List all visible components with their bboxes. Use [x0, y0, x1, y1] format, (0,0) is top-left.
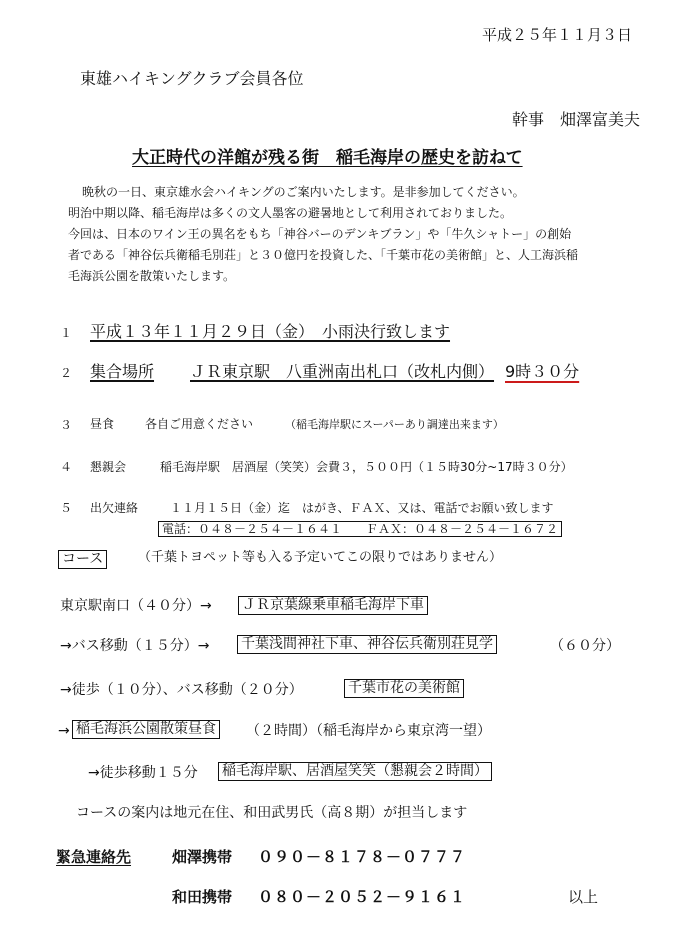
- course-note: （千葉トヨペット等も入る予定いてこの限りではありません）: [138, 550, 503, 565]
- course-step-5-pre: →徒歩移動１５分: [88, 765, 198, 781]
- course-step-4-post: （２時間）（稲毛海岸から東京湾一望）: [246, 723, 491, 739]
- item-3-number: ３: [60, 418, 73, 432]
- intro-line-4: 者である「神谷伝兵衛稲毛別荘」と３０億円を投資した、「千葉市花の美術館」と、人工海浜稲: [68, 248, 579, 262]
- addressee: 東雄ハイキングクラブ会員各位: [80, 69, 304, 88]
- emergency-contact-2-phone: ０８０－２０５２－９１６１: [258, 888, 467, 906]
- document-date: 平成２５年１１月３日: [482, 26, 633, 44]
- document-title: 大正時代の洋館が残る街 稲毛海岸の歴史を訪ねて: [132, 148, 523, 168]
- item-2-time: 9時３０分: [505, 362, 580, 381]
- course-step-2-pre: →バス移動（１５分）→: [60, 638, 210, 654]
- course-step-4-pre: →: [58, 723, 70, 739]
- course-step-4-box: 稲毛海浜公園散策昼食: [72, 720, 220, 739]
- intro-line-3: 今回は、日本のワイン王の異名をもち「神谷バーのデンキブラン」や「牛久シャトー」の創始: [68, 227, 572, 241]
- intro-line-5: 毛海浜公園を散策いたします。: [68, 269, 236, 283]
- item-2-label: 集合場所: [90, 362, 155, 381]
- closing-text: 以上: [568, 888, 599, 906]
- emergency-contact-2-name: 和田携帯: [172, 888, 233, 906]
- emergency-contact-1-phone: ０９０－８１７８－０７７７: [258, 848, 467, 866]
- course-step-2-post: （６０分）: [550, 638, 620, 654]
- sender: 幹事 畑澤富美夫: [512, 110, 641, 129]
- item-2-number: ２: [60, 366, 73, 380]
- item-5-contact-box: 電話：０４８－２５４－１６４１ ＦＡＸ：０４８－２５４－１６７２: [158, 521, 562, 537]
- intro-line-1: 晩秋の一日、東京雄水会ハイキングのご案内いたします。是非参加してください。: [82, 185, 525, 199]
- emergency-label: 緊急連絡先: [56, 848, 132, 866]
- item-3-note: （稲毛海岸駅にスーパーあり調達出来ます）: [285, 418, 504, 431]
- course-label: コース: [58, 550, 107, 569]
- course-step-5-box: 稲毛海岸駅、居酒屋笑笑（懇親会２時間）: [218, 762, 492, 781]
- item-4-text: 稲毛海岸駅 居酒屋（笑笑）会費３，５００円（１５時30分~17時３０分）: [160, 460, 573, 474]
- emergency-contact-1-name: 畑澤携帯: [172, 848, 233, 866]
- item-1-number: １: [60, 326, 73, 340]
- item-3-text: 各自ご用意ください: [145, 417, 254, 431]
- item-4-number: ４: [60, 460, 73, 474]
- item-3-label: 昼食: [90, 417, 115, 431]
- item-5-number: ５: [60, 501, 73, 515]
- item-5-label: 出欠連絡: [90, 501, 139, 515]
- course-step-1-box: ＪＲ京葉線乗車稲毛海岸下車: [238, 596, 428, 615]
- course-step-3-pre: →徒歩（１０分）、バス移動（２０分）: [60, 682, 303, 698]
- course-step-3-box: 千葉市花の美術館: [344, 679, 464, 698]
- course-step-2-box: 千葉浅間神社下車、神谷伝兵衛別荘見学: [237, 635, 497, 654]
- course-step-1-pre: 東京駅南口（４０分）→: [60, 598, 212, 614]
- item-4-label: 懇親会: [90, 460, 127, 474]
- intro-line-2: 明治中期以降、稲毛海岸は多くの文人墨客の避暑地として利用されておりました。: [68, 206, 513, 220]
- item-2-place: ＪＲ東京駅 八重洲南出札口（改札内側）: [190, 362, 495, 381]
- item-5-text: １１月１５日（金）迄 はがき、ＦＡＸ、又は、電話でお願い致します: [170, 501, 554, 515]
- course-guide: コースの案内は地元在住、和田武男氏（高８期）が担当します: [76, 805, 468, 821]
- item-1-date: 平成１３年１１月２９日（金） 小雨決行致します: [90, 322, 451, 341]
